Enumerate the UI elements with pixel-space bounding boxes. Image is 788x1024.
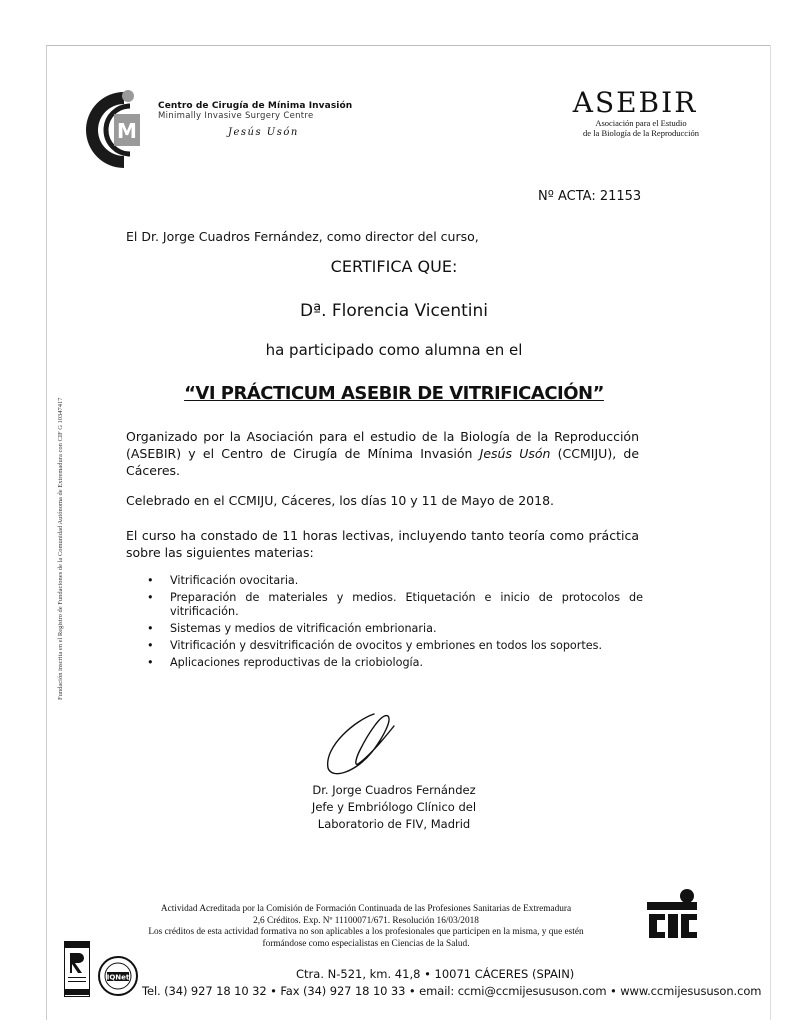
subjects-list [147,574,643,673]
certifica-heading: CERTIFICA QUE: [330,257,458,276]
svg-text:IQNet: IQNet [106,973,130,982]
participation-line [0,342,788,359]
subject-text: Vitrificación ovocitaria. [170,574,299,587]
subject-text: Sistemas y medios de vitrificación embrionaria. [170,622,437,635]
intro-paragraph [126,228,479,245]
ccm-wordmark [158,101,352,138]
page-edge [46,45,770,46]
intro-rest: como director del curso, [322,229,479,244]
participation-role: alumna [424,341,481,359]
svg-text:M: M [117,119,137,143]
iqnet-certification-icon [97,955,139,997]
acta-number: Nº ACTA: 21153 [538,189,642,204]
aenor-certification-icon [64,941,90,997]
side-registration-note: Fundación inscrita en el Registro de Fundaciones de la Comunidad Autónoma de Extremadura con CIF G 10347417 [57,397,64,700]
signer-name: Dr. Jorge Cuadros Fernández [312,783,476,797]
page-edge [46,45,47,1020]
asebir-subtitle-1: Asociación para el Estudio [595,118,687,128]
organized-text-b: Jesús Usón [479,446,551,461]
accreditation-line: Los créditos de esta actividad formativa no son aplicables a los profesionales que participen en la misma, y que estén [148,927,584,937]
page-edge [770,45,771,1020]
bullet: • [147,574,154,587]
subject-text: Vitrificación y desvitrificación de ovocitos y embriones en todos los soportes. [170,639,603,652]
list-item [147,639,643,653]
asebir-name: ASEBIR [572,86,698,119]
accreditation-line: formándose como especialistas en Ciencias de la Salud. [262,938,470,949]
organized-text-c: (CCMIJU), de Cáceres. [126,446,640,478]
bullet: • [147,622,154,635]
signer-lab: Laboratorio de FIV, Madrid [317,817,471,831]
hours-paragraph: El curso ha constado de 11 horas lectivas, incluyendo tanto teoría como práctica sobre las siguientes materias: [126,528,639,560]
list-item [147,591,643,619]
ccm-signature-logo: Jesús Usón [228,127,299,138]
recipient-name: Dª. Florencia Vicentini [300,301,488,321]
organized-text-a: Organizado por la Asociación para el estudio de la Biología de la Reproducción (ASEBIR) y el Centro de Cirugía de Mínima Invasión [126,429,639,461]
signer-block [0,782,788,833]
accreditation-line: Actividad Acreditada por la Comisión de Formación Continuada de las Profesiones Sanitarias de Extremadura [160,904,572,914]
ccm-name: Centro de Cirugía de Mínima Invasión [158,101,353,111]
list-item [147,622,643,636]
signer-title: Jefe y Embriólogo Clínico del [311,800,477,814]
celebrated-paragraph: Celebrado en el CCMIJU, Cáceres, los días 10 y 11 de Mayo de 2018. [126,493,555,508]
footer-address: Ctra. N-521, km. 41,8 • 10071 CÁCERES (SPAIN) [296,967,575,981]
list-item [147,656,643,670]
participation-before: ha participado como [265,341,425,359]
footer-contact: Tel. (34) 927 18 10 32 • Fax (34) 927 18 10 33 • email: ccmi@ccmijesususon.com • www.ccmijesususon.com [142,984,762,998]
bullet: • [147,656,154,669]
bullet: • [147,639,154,652]
course-title: “VI PRÁCTICUM ASEBIR DE VITRIFICACIÓN” [184,383,604,404]
ccm-name-english: Minimally Invasive Surgery Centre [158,111,314,121]
cfc-accreditation-logo [643,888,703,944]
subject-text: Preparación de materiales y medios. Etiquetación e inicio de protocolos de vitrificación. [170,591,643,618]
ccm-logo [84,86,154,174]
handwritten-signature [316,706,416,786]
participation-after: en el [480,341,523,359]
subject-text: Aplicaciones reproductivas de la criobiología. [170,656,424,669]
director-name: El Dr. Jorge Cuadros Fernández, [126,229,323,244]
asebir-logo [560,88,710,138]
list-item [147,574,643,588]
accreditation-line: 2,6 Créditos. Exp. Nº 11100071/671. Resolución 16/03/2018 [253,915,479,926]
organized-paragraph [126,428,639,479]
asebir-subtitle-2: de la Biología de la Reproducción [583,128,699,138]
bullet: • [147,591,154,604]
accreditation-note [116,904,616,950]
